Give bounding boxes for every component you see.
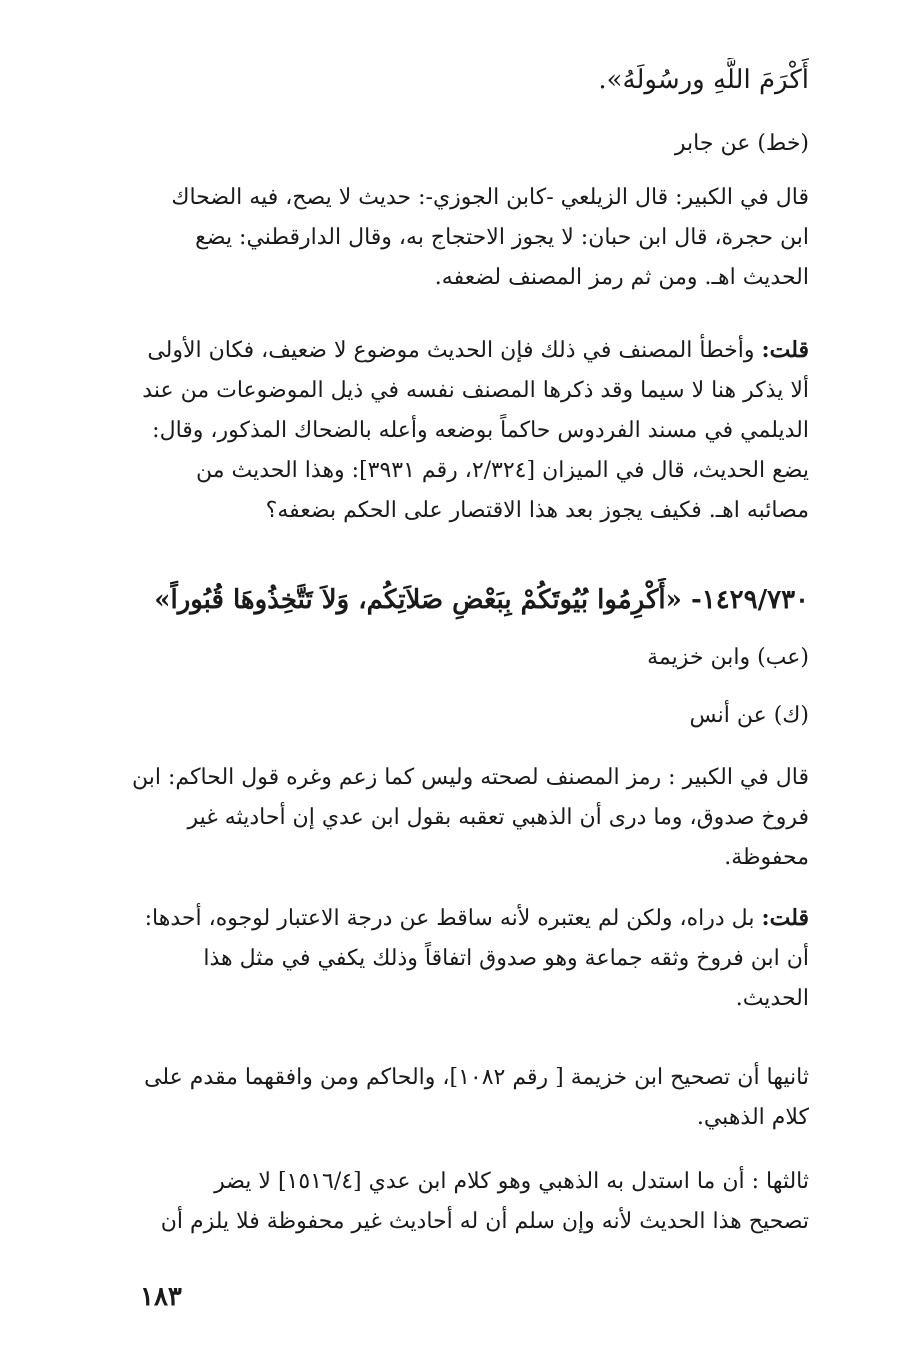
text-segment: بل دراه، ولكن لم يعتبره لأنه ساقط عن درجة الاعتبار لوجوه، أحدها:	[144, 906, 755, 931]
text-line: محفوظة.	[724, 845, 809, 870]
text-line: أَكْرَمَ اللَّهِ ورسُولَهُ».	[598, 65, 809, 95]
qult-label: قلت:	[761, 337, 809, 363]
commentary-paragraph	[104, 1162, 809, 1242]
text-segment: وأخطأ المصنف في ذلك فإن الحديث موضوع لا ضعيف، فكان الأولى	[147, 338, 755, 363]
source-reference	[104, 638, 809, 678]
text-line: فروخ صدوق، وما درى أن الذهبي تعقبه بقول ابن عدي إن أحاديثه غير	[187, 805, 809, 830]
text-line: قال في الكبير: قال الزيلعي -كابن الجوزي-: حديث لا يصح، فيه الضحاك	[171, 185, 809, 210]
source-reference	[104, 696, 809, 736]
page-number: ١٨٣	[140, 1282, 182, 1312]
text-line: (خط) عن جابر	[674, 131, 809, 156]
text-line: يضع الحديث، قال في الميزان [٢/٣٢٤، رقم ٣٩٣١]: وهذا الحديث من	[195, 458, 809, 483]
text-line: (ك) عن أنس	[689, 703, 809, 728]
commentary-paragraph	[104, 1058, 809, 1138]
text-line: تصحيح هذا الحديث لأنه وإن سلم أن له أحاديث غير محفوظة فلا يلزم أن	[160, 1209, 809, 1234]
commentary-paragraph	[104, 758, 809, 878]
text-line: ثانيها أن تصحيح ابن خزيمة [ رقم ١٠٨٢]، والحاكم ومن وافقهما مقدم على	[144, 1065, 809, 1090]
text-line: (عب) وابن خزيمة	[647, 645, 809, 670]
text-line: الديلمي في مسند الفردوس حاكماً بوضعه وأعله بالضحاك المذكور، وقال:	[152, 418, 809, 443]
text-line	[104, 330, 809, 371]
text-line: ألا يذكر هنا لا سيما وقد ذكرها المصنف نفسه في ذيل الموضوعات من عند	[142, 378, 809, 403]
text-line: مصائبه اهـ. فكيف يجوز بعد هذا الاقتصار على الحكم بضعفه؟	[265, 498, 809, 523]
qult-paragraph	[104, 898, 809, 1019]
text-line	[104, 898, 809, 939]
text-line: الحديث اهـ. ومن ثم رمز المصنف لضعفه.	[434, 265, 809, 290]
text-line: أن ابن فروخ وثقه جماعة وهو صدوق اتفاقاً وذلك يكفي في مثل هذا	[203, 946, 809, 971]
text-line: الحديث.	[735, 986, 809, 1011]
text-line: ١٤٢٩/٧٣٠- «أَكْرِمُوا بُيُوتَكُمْ بِبَعْضِ صَلاَتِكُم، وَلاَ تَتَّخِذُوهَا قُبُوراً»	[154, 585, 809, 615]
qult-paragraph	[104, 330, 809, 531]
source-reference	[104, 124, 809, 164]
text-line: كلام الذهبي.	[696, 1105, 809, 1130]
continuation-line	[104, 58, 809, 102]
qult-label: قلت:	[761, 905, 809, 931]
text-line: ثالثها : أن ما استدل به الذهبي وهو كلام ابن عدي [١٥١٦/٤] لا يضر	[214, 1169, 809, 1194]
commentary-paragraph	[104, 178, 809, 298]
hadith-text	[104, 578, 809, 622]
text-line: قال في الكبير : رمز المصنف لصحته وليس كما زعم وغره قول الحاكم: ابن	[132, 765, 809, 790]
text-line: ابن حجرة، قال ابن حبان: لا يجوز الاحتجاج به، وقال الدارقطني: يضع	[195, 225, 809, 250]
